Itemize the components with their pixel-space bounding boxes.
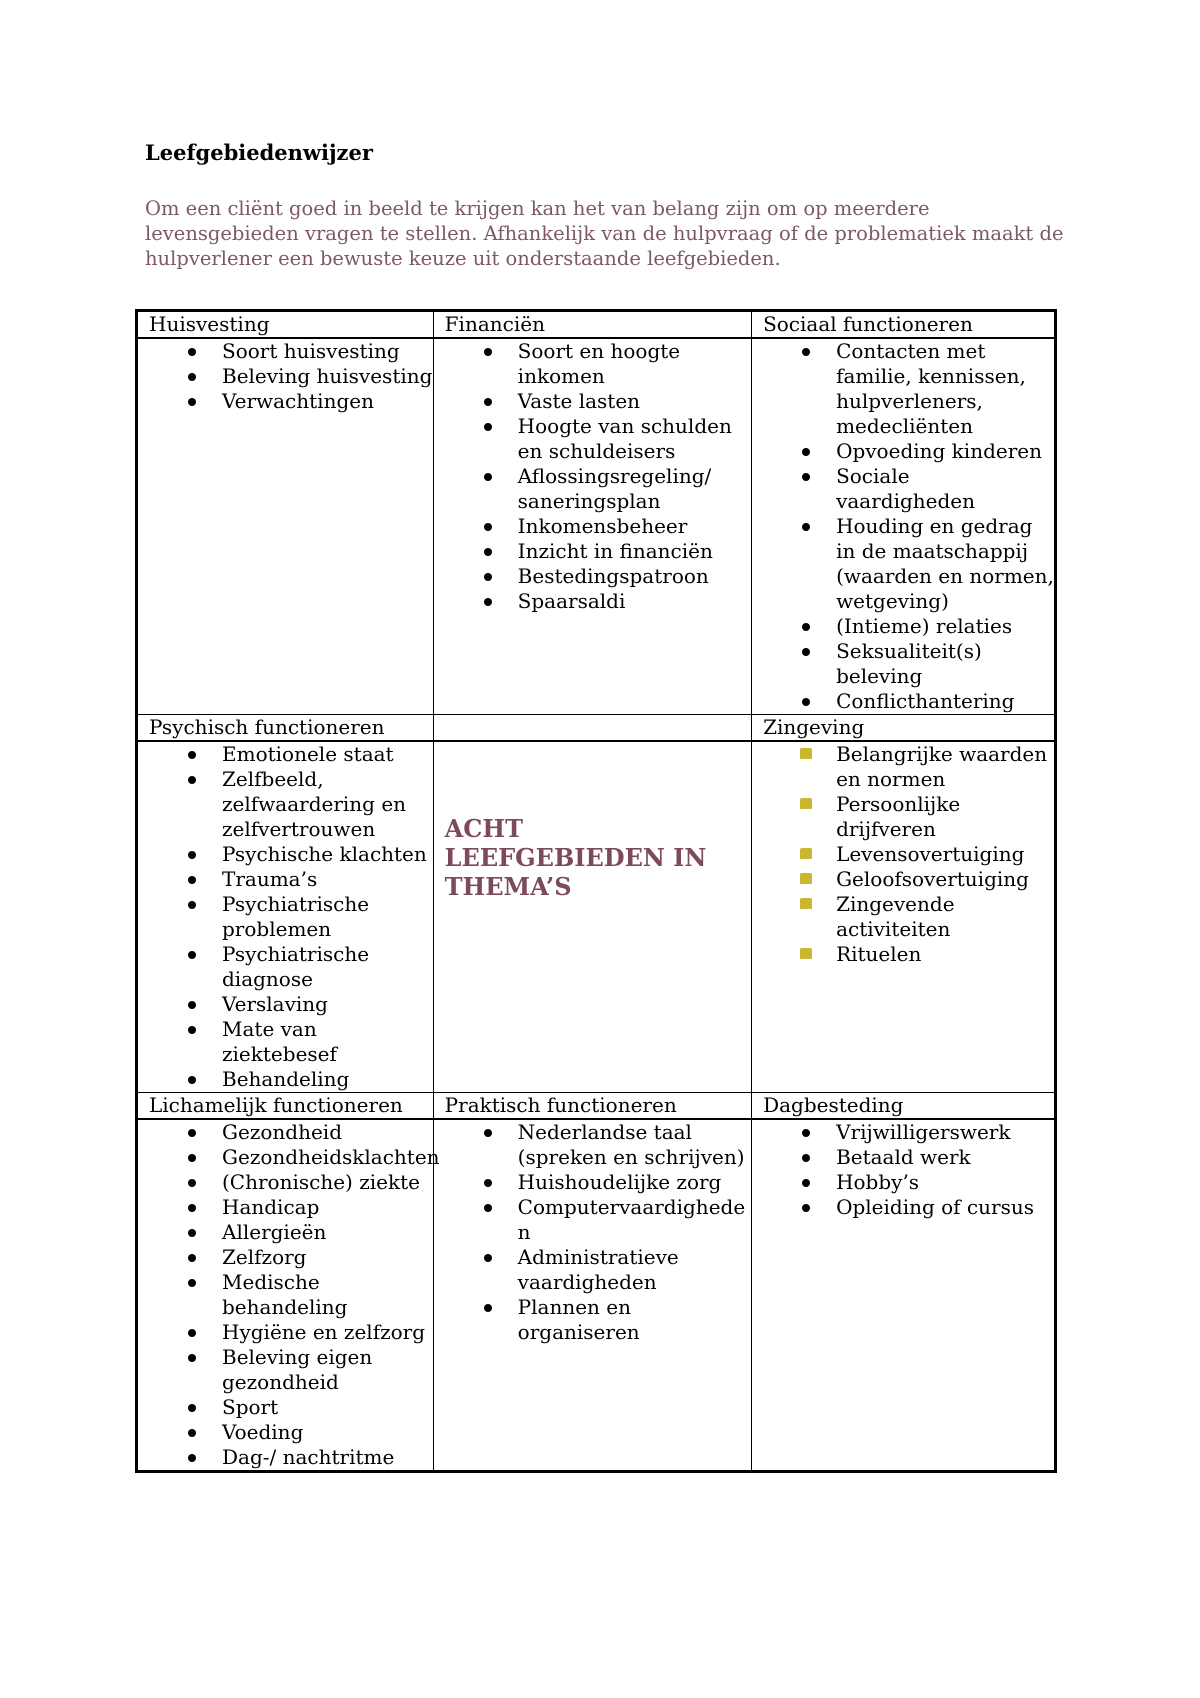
list-item: Voeding: [222, 1420, 433, 1445]
list-item: Hoogte van schulden en schuldeisers: [518, 414, 751, 464]
domain-cell: [137, 741, 434, 1093]
list-item: Plannen en organiseren: [518, 1295, 751, 1345]
page-title: Leefgebiedenwijzer: [145, 140, 373, 165]
domain-item-list: [763, 742, 1054, 967]
domain-header: Zingeving: [752, 715, 1056, 742]
list-item: (Chronische) ziekte: [222, 1170, 433, 1195]
list-item: Seksualiteit(s) beleving: [836, 639, 1054, 689]
list-item: Hobby’s: [836, 1170, 1054, 1195]
list-item: Vaste lasten: [518, 389, 751, 414]
list-item: Zelfzorg: [222, 1245, 433, 1270]
list-item: Dag-/ nachtritme: [222, 1445, 433, 1470]
domain-item-list: [763, 339, 1054, 714]
list-item: Gezondheid: [222, 1120, 433, 1145]
list-item: Handicap: [222, 1195, 433, 1220]
list-item: Trauma’s: [222, 867, 433, 892]
list-item: Levensovertuiging: [836, 842, 1054, 867]
domain-header: [433, 715, 751, 742]
content-row: [137, 741, 1056, 1093]
domain-cell: [433, 338, 751, 715]
domain-item-list: [763, 1120, 1054, 1220]
list-item: Soort huisvesting: [222, 339, 433, 364]
domain-header: Financiën: [433, 311, 751, 339]
domain-cell: [752, 741, 1056, 1093]
list-item: Behandeling: [222, 1067, 433, 1092]
list-item: Mate van ziektebesef: [222, 1017, 433, 1067]
list-item: Betaald werk: [836, 1145, 1054, 1170]
header-row: [137, 1093, 1056, 1120]
list-item: Psychiatrische diagnose: [222, 942, 433, 992]
list-item: Computervaardighede n: [518, 1195, 751, 1245]
list-item: Geloofsovertuiging: [836, 867, 1054, 892]
list-item: Soort en hoogte inkomen: [518, 339, 751, 389]
domain-header: Psychisch functioneren: [137, 715, 434, 742]
list-item: Gezondheidsklachten: [222, 1145, 440, 1169]
list-item: Contacten met familie, kennissen, hulpverleners, medecliënten: [836, 339, 1054, 439]
list-item: Belangrijke waarden en normen: [836, 742, 1054, 792]
list-item: Spaarsaldi: [518, 589, 751, 614]
domain-item-list: [149, 339, 433, 414]
list-item: Hygiëne en zelfzorg: [222, 1320, 433, 1345]
list-item: Bestedingspatroon: [518, 564, 751, 589]
list-item: Rituelen: [836, 942, 1054, 967]
domain-item-list: [445, 339, 751, 614]
domain-cell: [137, 1119, 440, 1472]
domain-cell: [752, 338, 1056, 715]
domain-header: Praktisch functioneren: [433, 1093, 751, 1120]
list-item: Aflossingsregeling/ saneringsplan: [518, 464, 751, 514]
list-item: Administratieve vaardigheden: [518, 1245, 751, 1295]
domain-cell: [433, 741, 751, 1093]
content-row: [137, 1119, 1056, 1472]
list-item: Beleving eigen gezondheid: [222, 1345, 433, 1395]
domain-header: Lichamelijk functioneren: [137, 1093, 434, 1120]
list-item: Zingevende activiteiten: [836, 892, 1054, 942]
list-item: Sociale vaardigheden: [836, 464, 1054, 514]
content-row: [137, 338, 1056, 715]
list-item: Verwachtingen: [222, 389, 433, 414]
list-item: Houding en gedrag in de maatschappij (waarden en normen, wetgeving): [836, 514, 1054, 613]
list-item: Allergieën: [222, 1220, 433, 1245]
list-item: Opvoeding kinderen: [836, 439, 1054, 464]
list-item: (Intieme) relaties: [836, 614, 1054, 639]
list-item: Inzicht in financiën: [518, 539, 751, 564]
domain-header: Huisvesting: [137, 311, 434, 339]
domain-item-list: [149, 742, 433, 1092]
list-item: Persoonlijke drijfveren: [836, 792, 1054, 842]
list-item: Medische behandeling: [222, 1270, 433, 1320]
domain-header: Sociaal functioneren: [752, 311, 1056, 339]
list-item: Opleiding of cursus: [836, 1195, 1054, 1220]
list-item: Verslaving: [222, 992, 433, 1017]
list-item: Vrijwilligerswerk: [836, 1120, 1054, 1145]
domain-cell: [137, 338, 434, 715]
list-item: Zelfbeeld, zelfwaardering en zelfvertrouwen: [222, 767, 433, 842]
list-item: Beleving huisvesting: [222, 364, 433, 388]
domain-item-list: [149, 1120, 440, 1470]
list-item: Emotionele staat: [222, 742, 433, 767]
life-domains-table: [135, 309, 1057, 1473]
list-item: Psychische klachten: [222, 842, 433, 867]
domain-header: Dagbesteding: [752, 1093, 1056, 1120]
domain-cell: [433, 1119, 751, 1472]
intro-paragraph: Om een cliënt goed in beeld te krijgen kan het van belang zijn om op meerdere levensgebieden vragen te stellen. Afhankelijk van de hulpvraag of de problematiek maakt de hulpverlener een bewuste keuze uit onderstaande leefgebieden.: [145, 197, 1064, 270]
list-item: Conflicthantering: [836, 689, 1054, 714]
domain-cell: [752, 1119, 1056, 1472]
header-row: [137, 311, 1056, 339]
header-row: [137, 715, 1056, 742]
list-item: Inkomensbeheer: [518, 514, 751, 539]
list-item: Sport: [222, 1395, 433, 1420]
list-item: Psychiatrische problemen: [222, 892, 433, 942]
list-item: Nederlandse taal (spreken en schrijven): [518, 1120, 751, 1170]
list-item: Huishoudelijke zorg: [518, 1170, 751, 1195]
domain-item-list: [445, 1120, 751, 1345]
center-theme-label: ACHT LEEFGEBIEDEN IN THEMA’S: [444, 814, 707, 901]
